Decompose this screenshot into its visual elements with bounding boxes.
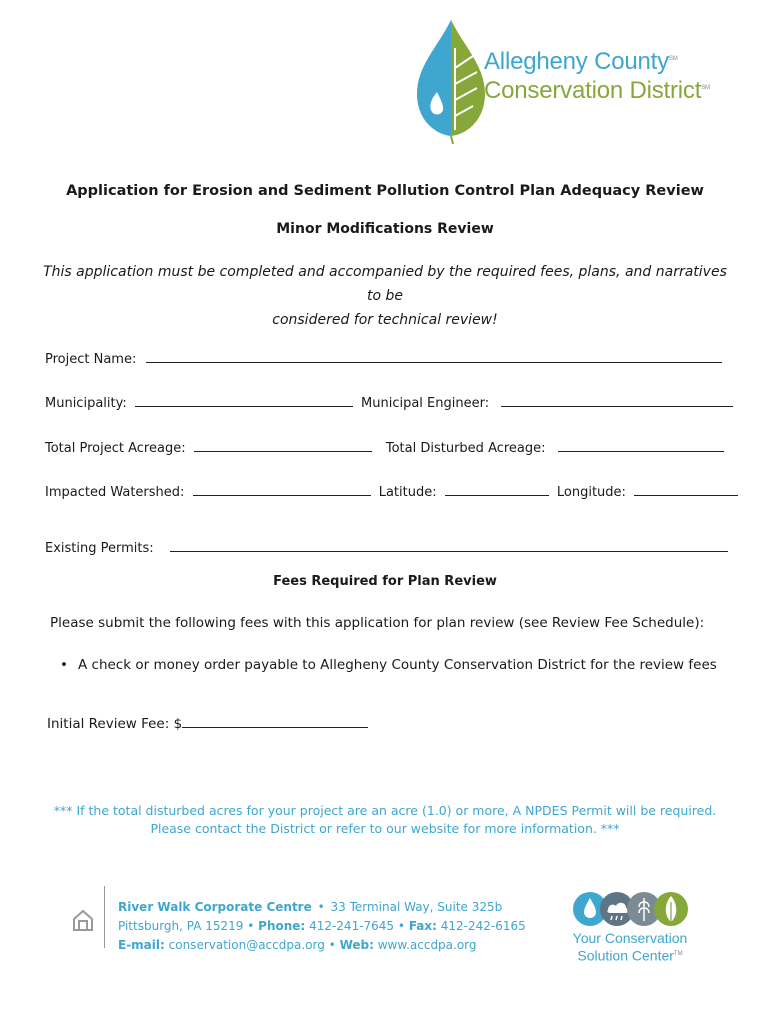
latitude-field[interactable]	[445, 483, 549, 496]
bullet-symbol: •	[60, 657, 68, 673]
footer-fax-label: Fax:	[408, 919, 437, 933]
fee-bullet	[60, 657, 717, 673]
footer-divider	[104, 886, 105, 948]
ycsc-line2: Solution Center	[577, 947, 674, 964]
project-name-label: Project Name:	[45, 352, 137, 367]
existing-permits-field[interactable]	[170, 539, 728, 552]
notice	[40, 260, 730, 332]
logo-mark: SM	[668, 56, 678, 62]
project-name-field[interactable]	[146, 350, 722, 363]
fee-bullet-text: A check or money order payable to Allegheny County Conservation District for the review fees	[78, 657, 717, 673]
footer-phone-label: Phone:	[258, 919, 306, 933]
municipality-row	[45, 394, 733, 411]
ycsc-mark: TM	[673, 951, 683, 957]
initial-fee-row	[47, 715, 368, 732]
logo-mark-2: SM	[701, 85, 710, 91]
npdes-line1: *** If the total disturbed acres for your project are an acre (1.0) or more, A NPDES Permit will be required.	[53, 803, 717, 818]
footer-sep-2: •	[247, 919, 255, 933]
initial-fee-field[interactable]	[182, 715, 368, 728]
fees-heading: Fees Required for Plan Review	[273, 574, 497, 589]
longitude-label: Longitude:	[556, 485, 626, 500]
ycsc-line1: Your Conservation	[572, 930, 688, 946]
footer-sep-3: •	[397, 919, 405, 933]
total-project-acreage-label: Total Project Acreage:	[45, 441, 186, 456]
impacted-watershed-field[interactable]	[193, 483, 371, 496]
latitude-label: Latitude:	[378, 485, 437, 500]
municipality-label: Municipality:	[45, 396, 127, 411]
existing-permits-label: Existing Permits:	[45, 541, 154, 556]
notice-line1: This application must be completed and accompanied by the required fees, plans, and narratives to be	[43, 264, 727, 304]
footer-street: 33 Terminal Way, Suite 325b	[330, 900, 503, 914]
existing-permits-row	[45, 539, 728, 556]
logo-wordmark	[484, 46, 710, 104]
watershed-row	[45, 483, 738, 500]
municipal-engineer-field[interactable]	[501, 394, 733, 407]
initial-fee-label: Initial Review Fee: $	[47, 716, 183, 732]
leaf-icon	[654, 892, 688, 926]
municipality-field[interactable]	[135, 394, 353, 407]
page-title: Application for Erosion and Sediment Pollution Control Plan Adequacy Review	[66, 183, 704, 199]
total-project-acreage-field[interactable]	[194, 439, 372, 452]
footer-sep-1: •	[317, 900, 325, 914]
footer-web-link[interactable]: www.accdpa.org	[377, 938, 477, 952]
longitude-field[interactable]	[634, 483, 738, 496]
npdes-note	[0, 802, 770, 838]
notice-line2: considered for technical review!	[272, 312, 498, 328]
footer-phone: 412-241-7645	[309, 919, 395, 933]
footer-centre: River Walk Corporate Centre	[118, 900, 312, 914]
acreage-row	[45, 439, 724, 456]
logo-line2: Conservation District	[484, 77, 702, 104]
page-subtitle: Minor Modifications Review	[276, 221, 494, 237]
water-drop-leaf-icon	[415, 18, 487, 144]
footer-city: Pittsburgh, PA 15219	[118, 919, 244, 933]
building-icon	[72, 909, 94, 931]
footer-email-link[interactable]: conservation@accdpa.org	[168, 938, 325, 952]
project-name-row	[45, 350, 722, 367]
fees-intro: Please submit the following fees with this application for plan review (see Review Fee Schedule):	[50, 615, 705, 631]
footer-web-label: Web:	[339, 938, 374, 952]
footer-fax: 412-242-6165	[440, 919, 526, 933]
ycsc-wordmark	[570, 930, 690, 964]
footer-sep-4: •	[328, 938, 336, 952]
impacted-watershed-label: Impacted Watershed:	[45, 485, 185, 500]
total-disturbed-acreage-field[interactable]	[558, 439, 724, 452]
municipal-engineer-label: Municipal Engineer:	[361, 396, 490, 411]
footer-email-label: E-mail:	[118, 938, 165, 952]
npdes-line2: Please contact the District or refer to our website for more information. ***	[150, 821, 620, 836]
conservation-icons-row	[572, 890, 690, 928]
footer-address	[118, 898, 526, 955]
total-disturbed-acreage-label: Total Disturbed Acreage:	[385, 441, 546, 456]
logo-line1: Allegheny County	[484, 48, 669, 75]
